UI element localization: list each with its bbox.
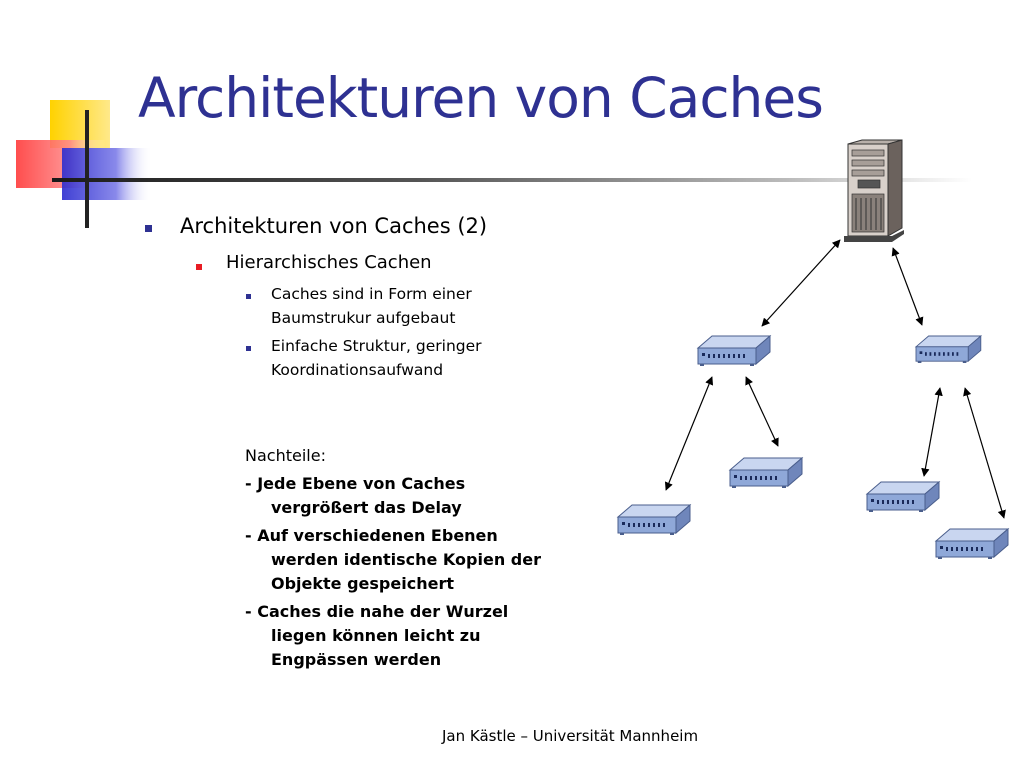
connection-arrow — [762, 240, 840, 326]
slide-title: Architekturen von Caches — [138, 66, 823, 130]
server-icon — [844, 140, 904, 242]
bullet-level2-marker — [196, 264, 202, 270]
cache-hierarchy-diagram — [600, 130, 1024, 580]
corner-decoration — [0, 0, 160, 240]
disadvantage-item: - Jede Ebene von Caches vergrößert das Delay — [245, 474, 466, 517]
connection-arrow — [666, 377, 712, 490]
disadvantages-block — [245, 444, 555, 676]
connection-arrow — [965, 388, 1004, 518]
slide-footer: Jan Kästle – Universität Mannheim — [442, 727, 699, 745]
hub-icon — [867, 482, 939, 512]
hub-icon — [730, 458, 802, 488]
disadvantages-heading: Nachteile: — [245, 446, 326, 465]
bullet-level3-marker — [246, 346, 251, 351]
connection-arrow — [924, 388, 940, 476]
disadvantage-item: - Caches die nahe der Wurzel liegen können leicht zu Engpässen werden — [245, 602, 509, 669]
connection-arrow — [893, 248, 922, 325]
bullet-level3-text: Caches sind in Form einer Baumstrukur aufgebaut — [271, 285, 472, 327]
bullet-level2-text: Hierarchisches Cachen — [226, 252, 432, 273]
hub-icon — [936, 529, 1008, 559]
bullet-level1-marker — [145, 225, 152, 232]
connection-arrow — [746, 377, 778, 446]
bullet-level1-text: Architekturen von Caches (2) — [180, 214, 488, 238]
bullet-level3-marker — [246, 294, 251, 299]
hub-icon — [618, 505, 690, 535]
hub-icon — [916, 336, 981, 363]
disadvantage-item: - Auf verschiedenen Ebenen werden identische Kopien der Objekte gespeichert — [245, 526, 541, 593]
hub-icon — [698, 336, 770, 366]
bullet-level3-text: Einfache Struktur, geringer Koordinationsaufwand — [271, 337, 482, 379]
